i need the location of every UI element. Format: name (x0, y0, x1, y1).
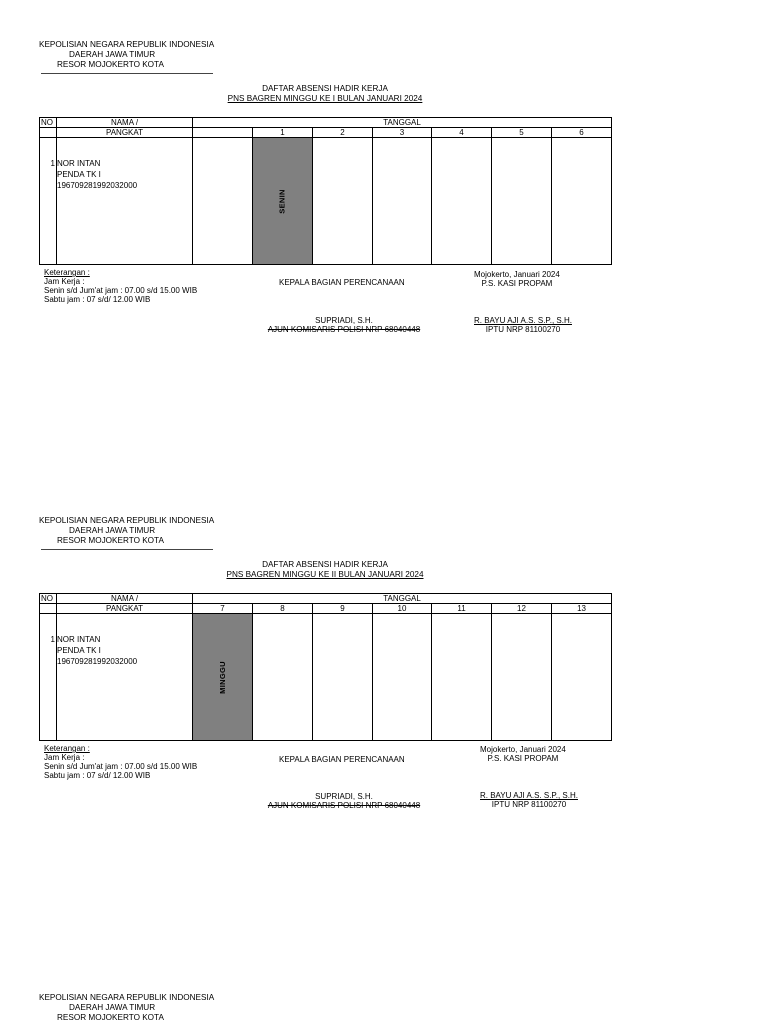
date-header: 12 (492, 604, 552, 614)
notes-weekday: Senin s/d Jum'at jam : 07.00 s/d 15.00 WIB (44, 286, 198, 295)
notes-working-hours: Jam Kerja : (44, 277, 85, 286)
letterhead (39, 516, 219, 546)
date-header: 1 (253, 128, 313, 138)
title-line-2: PNS BAGREN MINGGU KE I BULAN JANUARI 2024 (227, 93, 423, 103)
notes-title: Keterangan : (44, 268, 90, 277)
header-nama: NAMA / (57, 118, 193, 128)
date-header: 8 (253, 604, 313, 614)
signature-block (474, 270, 560, 288)
attendance-cell (253, 614, 313, 741)
holiday-cell (193, 614, 253, 741)
kepala-title: KEPALA BAGIAN PERENCANAAN (279, 755, 405, 764)
letterhead (39, 993, 219, 1023)
kepala-signature (264, 316, 424, 334)
employee-nip: 196709281992032000 (57, 181, 138, 190)
employee-name: NOR INTAN (57, 159, 101, 168)
date-header: 6 (552, 128, 612, 138)
kasi-rank: IPTU NRP 81100270 (491, 800, 567, 809)
date-header: 13 (552, 604, 612, 614)
employee-name: NOR INTAN (57, 635, 101, 644)
attendance-cell (552, 614, 612, 741)
kepala-rank: AJUN KOMISARIS POLISI NRP 68040448 (267, 325, 421, 334)
notes (44, 744, 214, 780)
kepala-name: SUPRIADI, S.H. (315, 316, 373, 325)
letterhead-line-1: KEPOLISIAN NEGARA REPUBLIK INDONESIA (39, 516, 215, 525)
notes-working-hours: Jam Kerja : (44, 753, 85, 762)
title-line-2: PNS BAGREN MINGGU KE II BULAN JANUARI 2024 (226, 569, 424, 579)
place-date: Mojokerto, Januari 2024 (480, 745, 566, 754)
date-header: 4 (432, 128, 492, 138)
kasi-rank: IPTU NRP 81100270 (485, 325, 561, 334)
notes (44, 268, 214, 304)
notes-title: Keterangan : (44, 744, 90, 753)
signature-block (480, 745, 566, 763)
date-header: 7 (193, 604, 253, 614)
day-label: SENIN (277, 188, 287, 214)
employee-nip: 196709281992032000 (57, 657, 138, 666)
header-tanggal: TANGGAL (193, 118, 612, 128)
header-no-cont (40, 604, 57, 614)
kepala-name: SUPRIADI, S.H. (315, 792, 373, 801)
employee-cell (57, 138, 193, 265)
holiday-cell (253, 138, 313, 265)
attendance-sheet-week-3 (0, 993, 768, 1024)
date-header: 9 (313, 604, 373, 614)
row-number: 1 (40, 138, 57, 265)
date-header: 5 (492, 128, 552, 138)
header-no: NO (40, 118, 57, 128)
ps-title: P.S. KASI PROPAM (487, 754, 559, 763)
date-header: 2 (313, 128, 373, 138)
header-pangkat: PANGKAT (57, 604, 193, 614)
attendance-cell (432, 138, 492, 265)
attendance-cell (313, 614, 373, 741)
attendance-table (39, 117, 612, 265)
attendance-cell (552, 138, 612, 265)
sheet-title (190, 84, 460, 104)
letterhead-divider (41, 73, 213, 74)
header-pangkat: PANGKAT (57, 128, 193, 138)
attendance-sheet-week-1 (0, 40, 768, 460)
row-number: 1 (40, 614, 57, 741)
letterhead-line-2: DAERAH JAWA TIMUR (69, 1002, 156, 1012)
attendance-cell (432, 614, 492, 741)
letterhead-divider (41, 549, 213, 550)
notes-saturday: Sabtu jam : 07 s/d/ 12.00 WIB (44, 295, 151, 304)
kasi-signature (480, 791, 578, 809)
kasi-signature (474, 316, 572, 334)
attendance-table (39, 593, 612, 741)
place-date: Mojokerto, Januari 2024 (474, 270, 560, 279)
date-blank (193, 128, 253, 138)
title-line-1: DAFTAR ABSENSI HADIR KERJA (262, 560, 388, 569)
letterhead-line-1: KEPOLISIAN NEGARA REPUBLIK INDONESIA (39, 40, 215, 49)
attendance-sheet-week-2 (0, 516, 768, 936)
kepala-title: KEPALA BAGIAN PERENCANAAN (279, 278, 405, 287)
date-header: 11 (432, 604, 492, 614)
notes-weekday: Senin s/d Jum'at jam : 07.00 s/d 15.00 WIB (44, 762, 198, 771)
header-nama: NAMA / (57, 594, 193, 604)
letterhead-line-1: KEPOLISIAN NEGARA REPUBLIK INDONESIA (39, 993, 215, 1002)
kasi-name: R. BAYU AJI A.S. S.P., S.H. (474, 316, 572, 325)
ps-title: P.S. KASI PROPAM (481, 279, 553, 288)
header-tanggal: TANGGAL (193, 594, 612, 604)
letterhead-line-3: RESOR MOJOKERTO KOTA (57, 535, 164, 545)
notes-saturday: Sabtu jam : 07 s/d/ 12.00 WIB (44, 771, 151, 780)
sheet-title (190, 560, 460, 580)
attendance-cell (492, 614, 552, 741)
kasi-name: R. BAYU AJI A.S. S.P., S.H. (480, 791, 578, 800)
kepala-signature (264, 792, 424, 810)
employee-rank: PENDA TK I (57, 646, 101, 655)
letterhead (39, 40, 219, 70)
attendance-cell (313, 138, 373, 265)
day-label: MINGGU (217, 660, 227, 694)
letterhead-line-2: DAERAH JAWA TIMUR (69, 49, 156, 59)
date-header: 3 (373, 128, 432, 138)
letterhead-line-3: RESOR MOJOKERTO KOTA (57, 59, 164, 69)
attendance-cell (193, 138, 253, 265)
employee-rank: PENDA TK I (57, 170, 101, 179)
header-no-cont (40, 128, 57, 138)
letterhead-line-3: RESOR MOJOKERTO KOTA (57, 1012, 164, 1022)
title-line-1: DAFTAR ABSENSI HADIR KERJA (262, 84, 388, 93)
date-header: 10 (373, 604, 432, 614)
employee-cell (57, 614, 193, 741)
letterhead-line-2: DAERAH JAWA TIMUR (69, 525, 156, 535)
header-no: NO (40, 594, 57, 604)
attendance-cell (373, 138, 432, 265)
attendance-cell (373, 614, 432, 741)
attendance-cell (492, 138, 552, 265)
kepala-rank: AJUN KOMISARIS POLISI NRP 68040448 (267, 801, 421, 810)
